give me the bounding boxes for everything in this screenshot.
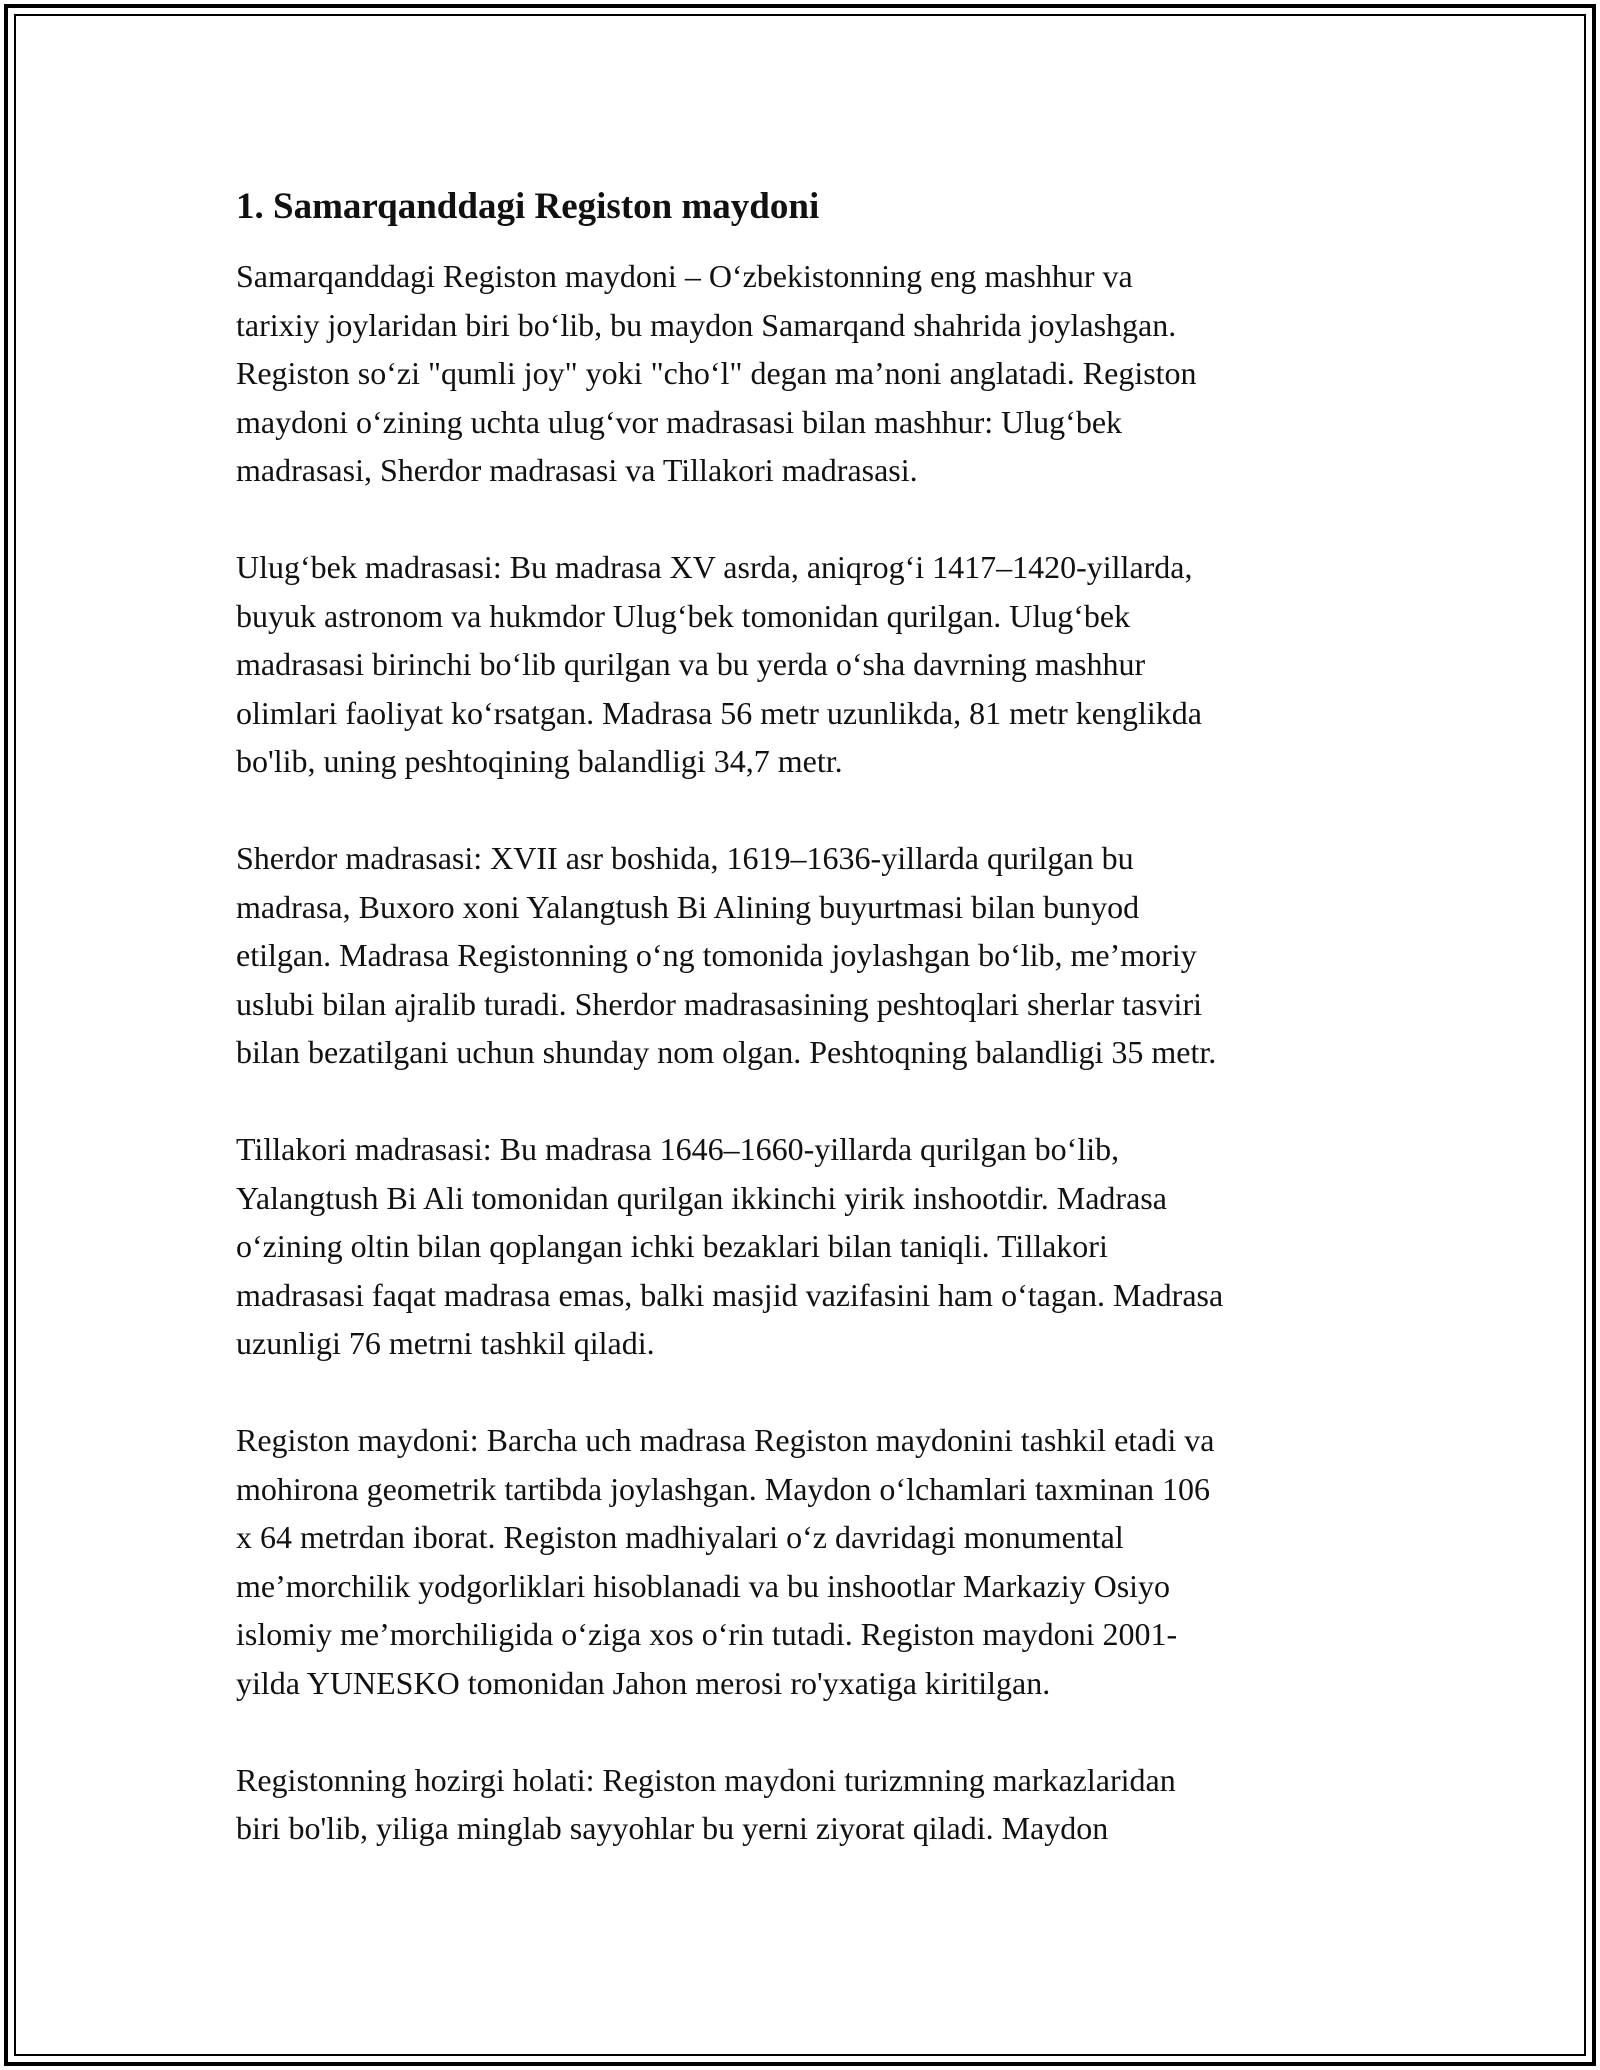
text-line: Samarqanddagi Registon maydoni – O‘zbekistonning eng mashhur va <box>236 258 1133 294</box>
text-line: bilan bezatilgani uchun shunday nom olgan. Peshtoqning balandligi 35 metr. <box>236 1034 1217 1070</box>
text-line: maydoni o‘zining uchta ulug‘vor madrasasi bilan mashhur: Ulug‘bek <box>236 403 1123 440</box>
text-line: me’morchilik yodgorliklari hisoblanadi va bu inshootlar Markaziy Osiyo <box>236 1567 1171 1604</box>
text-line: Registon so‘zi "qumli joy" yoki "cho‘l" degan ma’noni anglatadi. Registon <box>236 355 1197 391</box>
text-line: uzunligi 76 metrni tashkil qiladi. <box>236 1325 655 1361</box>
text-line: o‘zining oltin bilan qoplangan ichki bezaklari bilan taniqli. Tillakori <box>236 1228 1108 1264</box>
text-line: uslubi bilan ajralib turadi. Sherdor madrasasining peshtoqlari sherlar tasviri <box>236 985 1202 1022</box>
text-line: biri bo'lib, yiliga minglab sayyohlar bu yerni ziyorat qiladi. Maydon <box>236 1810 1109 1846</box>
text-line: madrasasi birinchi bo‘lib qurilgan va bu yerda o‘sha davrning mashhur <box>236 646 1146 682</box>
text-line: madrasasi, Sherdor madrasasi va Tillakori madrasasi. <box>236 452 918 488</box>
paragraph-registon-square <box>236 1416 1376 1707</box>
text-line: Ulug‘bek madrasasi: Bu madrasa XV asrda, aniqrog‘i 1417–1420-yillarda, <box>236 549 1193 585</box>
text-line: madrasasi faqat madrasa emas, balki masjid vazifasini ham o‘tagan. Madrasa <box>236 1276 1224 1313</box>
text-line: Sherdor madrasasi: XVII asr boshida, 1619–1636-yillarda qurilgan bu <box>236 840 1134 876</box>
text-line: etilgan. Madrasa Registonning o‘ng tomonida joylashgan bo‘lib, me’moriy <box>236 937 1197 973</box>
text-line: olimlari faoliyat ko‘rsatgan. Madrasa 56 metr uzunlikda, 81 metr kenglikda <box>236 694 1202 731</box>
text-line: Yalangtush Bi Ali tomonidan qurilgan ikkinchi yirik inshootdir. Madrasa <box>236 1179 1167 1216</box>
paragraph-sherdor <box>236 834 1376 1077</box>
section-heading: 1. Samarqanddagi Registon maydoni <box>236 186 820 227</box>
document-body <box>236 184 1376 1901</box>
text-line: bo'lib, uning peshtoqining balandligi 34,7 metr. <box>236 743 843 779</box>
text-line: Tillakori madrasasi: Bu madrasa 1646–1660-yillarda qurilgan bo‘lib, <box>236 1131 1120 1167</box>
paragraph-ulugbek <box>236 543 1376 786</box>
text-line: islomiy me’morchiligida o‘ziga xos o‘rin tutadi. Registon maydoni 2001- <box>236 1616 1178 1652</box>
text-line: Registon maydoni: Barcha uch madrasa Registon maydonini tashkil etadi va <box>236 1422 1215 1458</box>
paragraph-current-state <box>236 1756 1376 1853</box>
text-line: madrasa, Buxoro xoni Yalangtush Bi Alining buyurtmasi bilan bunyod <box>236 888 1140 925</box>
text-line: Registonning hozirgi holati: Registon maydoni turizmning markazlaridan <box>236 1761 1176 1798</box>
text-line: buyuk astronom va hukmdor Ulug‘bek tomonidan qurilgan. Ulug‘bek <box>236 597 1131 634</box>
text-line: x 64 metrdan iborat. Registon madhiyalari o‘z davridagi monumental <box>236 1519 1124 1555</box>
paragraph-intro <box>236 252 1376 495</box>
text-line: tarixiy joylaridan biri bo‘lib, bu maydon Samarqand shahrida joylashgan. <box>236 306 1177 343</box>
text-line: mohirona geometrik tartibda joylashgan. Maydon o‘lchamlari taxminan 106 <box>236 1470 1210 1507</box>
paragraph-tillakori <box>236 1125 1376 1368</box>
text-line: yilda YUNESKO tomonidan Jahon merosi ro'yxatiga kiritilgan. <box>236 1664 1051 1701</box>
